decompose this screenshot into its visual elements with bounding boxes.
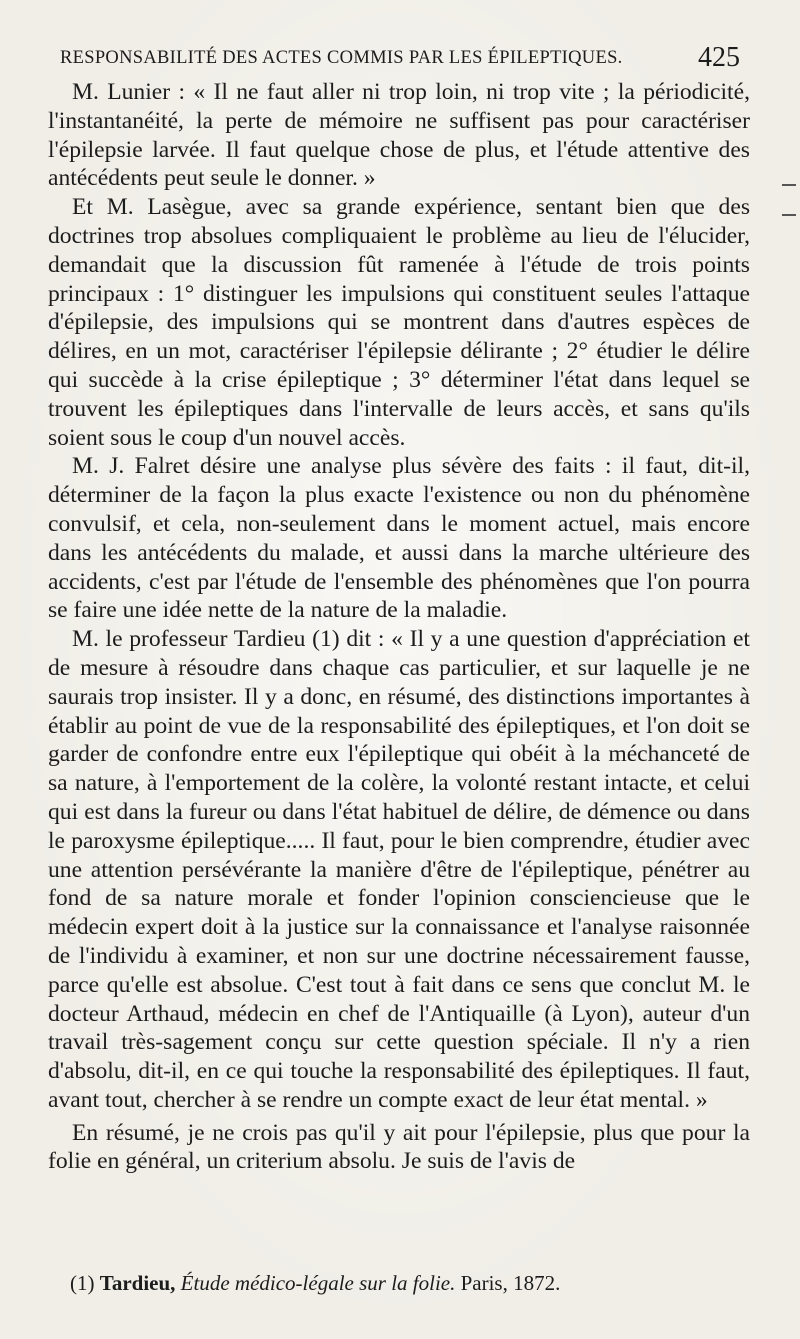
- body-text: [48, 78, 750, 1176]
- margin-mark: [782, 184, 796, 186]
- footnote-work-title: Étude médico-légale sur la folie.: [180, 1271, 456, 1295]
- footnote-author: Tardieu,: [99, 1271, 176, 1295]
- paragraph-lasegue: Et M. Lasègue, avec sa grande expérience, sentant bien que des doctrines trop absolues compliquaient le problème au lieu de l'élucider, demandait que la discussion fût ramenée à l'étude de trois points principaux : 1° distinguer les impulsions qui constituent seules l'attaque d'épilepsie, des impulsions qui se montrent dans d'autres espèces de délires, en un mot, caractériser l'épilepsie délirante ; 2° étudier le délire qui succède à la crise épileptique ; 3° déterminer l'état dans lequel se trouvent les épileptiques dans l'intervalle de leurs accès, et sans qu'ils soient sous le coup d'un nouvel accès.: [48, 194, 750, 451]
- running-title: RESPONSABILITÉ DES ACTES COMMIS PAR LES ÉPILEPTIQUES.: [60, 48, 623, 68]
- page-number: 425: [698, 42, 740, 73]
- footnote: [70, 1270, 750, 1296]
- footnote-marker: (1): [70, 1271, 95, 1295]
- paragraph-tardieu: M. le professeur Tardieu (1) dit : « Il y a une question d'appréciation et de mesure à résoudre dans chaque cas particulier, et sur laquelle je ne saurais trop insister. Il y a donc, en résumé, des distinctions importantes à établir au point de vue de la responsabilité des épileptiques, et l'on doit se garder de confondre entre eux l'épileptique qui obéit à la méchanceté de sa nature, à l'emportement de la colère, la volonté restant intacte, et celui qui est dans la fureur ou dans l'état habituel de délire, de démence ou dans le paroxysme épileptique..... Il faut, pour le bien comprendre, étudier avec une attention persévérante la manière d'être de l'épileptique, pénétrer au fond de sa nature morale et fonder l'opinion consciencieuse que le médecin expert doit à la justice sur la connaissance et l'analyse raisonnée de l'individu à examiner, et non sur une doctrine nécessairement fausse, parce qu'elle est absolue. C'est tout à fait dans ce sens que conclut M. le docteur Arthaud, médecin en chef de l'Antiquaille (à Lyon), auteur d'un travail très-sagement conçu sur cette question spéciale. Il n'y a rien d'absolu, dit-il, en ce qui touche la responsabilité des épileptiques. Il faut, avant tout, chercher à se rendre un compte exact de leur état mental. »: [48, 626, 750, 1113]
- footnote-imprint: Paris, 1872.: [460, 1271, 561, 1295]
- paragraph-resume: En résumé, je ne crois pas qu'il y ait pour l'épilepsie, plus que pour la folie en général, un criterium absolu. Je suis de l'avis de: [48, 1119, 750, 1175]
- paragraph-falret: M. J. Falret désire une analyse plus sévère des faits : il faut, dit-il, déterminer de la façon la plus exacte l'existence ou non du phénomène convulsif, et cela, non-seulement dans le moment actuel, mais encore dans les antécédents du malade, et aussi dans la marche ultérieure des accidents, c'est par l'étude de l'ensemble des phénomènes que l'on pourra se faire une idée nette de la nature de la maladie.: [48, 453, 750, 624]
- running-header: [60, 44, 740, 80]
- paragraph-lunier: M. Lunier : « Il ne faut aller ni trop loin, ni trop vite ; la périodicité, l'instantanéité, la perte de mémoire ne suffisent pas pour caractériser l'épilepsie larvée. Il faut quelque chose de plus, et l'étude attentive des antécédents peut seule le donner. »: [48, 79, 750, 192]
- margin-mark: [782, 214, 796, 216]
